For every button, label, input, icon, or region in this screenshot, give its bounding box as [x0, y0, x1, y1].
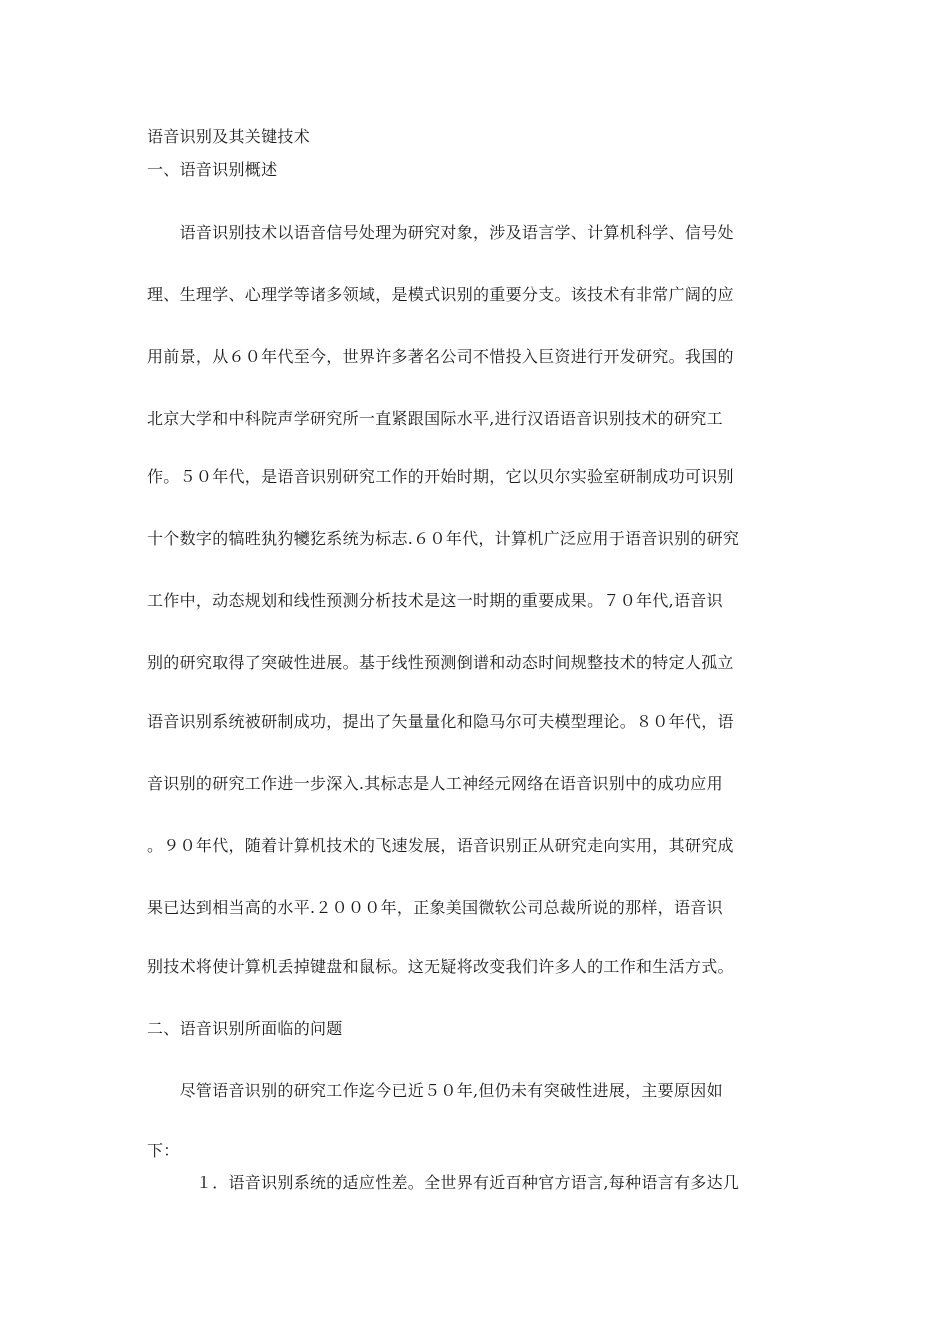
paragraph-line: 音识别的研究工作进一步深入.其标志是人工神经元网络在语音识别中的成功应用 — [147, 774, 723, 793]
document-title: 语音识别及其关键技术 — [147, 127, 311, 146]
paragraph-line: 理、生理学、心理学等诸多领域，是模式识别的重要分支。该技术有非常广阔的应 — [147, 285, 734, 304]
paragraph-line: 语音识别技术以语音信号处理为研究对象，涉及语言学、计算机科学、信号处 — [147, 223, 734, 242]
paragraph-line: 。９０年代，随着计算机技术的飞速发展，语音识别正从研究走向实用，其研究成 — [147, 836, 734, 855]
list-item: １．语音识别系统的适应性差。全世界有近百种官方语言,每种语言有多达几 — [147, 1173, 740, 1192]
paragraph-line: 语音识别系统被研制成功，提出了矢量量化和隐马尔可夫模型理论。８０年代，语 — [147, 712, 734, 731]
section-2-heading: 二、语音识别所面临的问题 — [147, 1019, 343, 1038]
paragraph-line: 别的研究取得了突破性进展。基于线性预测倒谱和动态时间规整技术的特定人孤立 — [147, 653, 734, 672]
paragraph-line: 下： — [147, 1141, 180, 1160]
paragraph-line: 十个数字的犒甠犱犳犪犵系统为标志.６０年代，计算机广泛应用于语音识别的研究 — [147, 529, 740, 548]
paragraph-line: 尽管语音识别的研究工作迄今已近５０年,但仍未有突破性进展，主要原因如 — [147, 1081, 723, 1100]
paragraph-line: 别技术将使计算机丢掉键盘和鼠标。这无疑将改变我们许多人的工作和生活方式。 — [147, 957, 734, 976]
paragraph-line: 用前景，从６０年代至今，世界许多著名公司不惜投入巨资进行开发研究。我国的 — [147, 347, 734, 366]
paragraph-line: 北京大学和中科院声学研究所一直紧跟国际水平,进行汉语语音识别技术的研究工 — [147, 409, 723, 428]
paragraph-line: 作。５０年代，是语音识别研究工作的开始时期，它以贝尔实验室研制成功可识别 — [147, 467, 734, 486]
paragraph-line: 工作中，动态规划和线性预测分析技术是这一时期的重要成果。７０年代,语音识 — [147, 591, 723, 610]
paragraph-line: 果已达到相当高的水平.２０００年，正象美国微软公司总裁所说的那样，语音识 — [147, 898, 723, 917]
section-1-heading: 一、语音识别概述 — [147, 160, 278, 179]
